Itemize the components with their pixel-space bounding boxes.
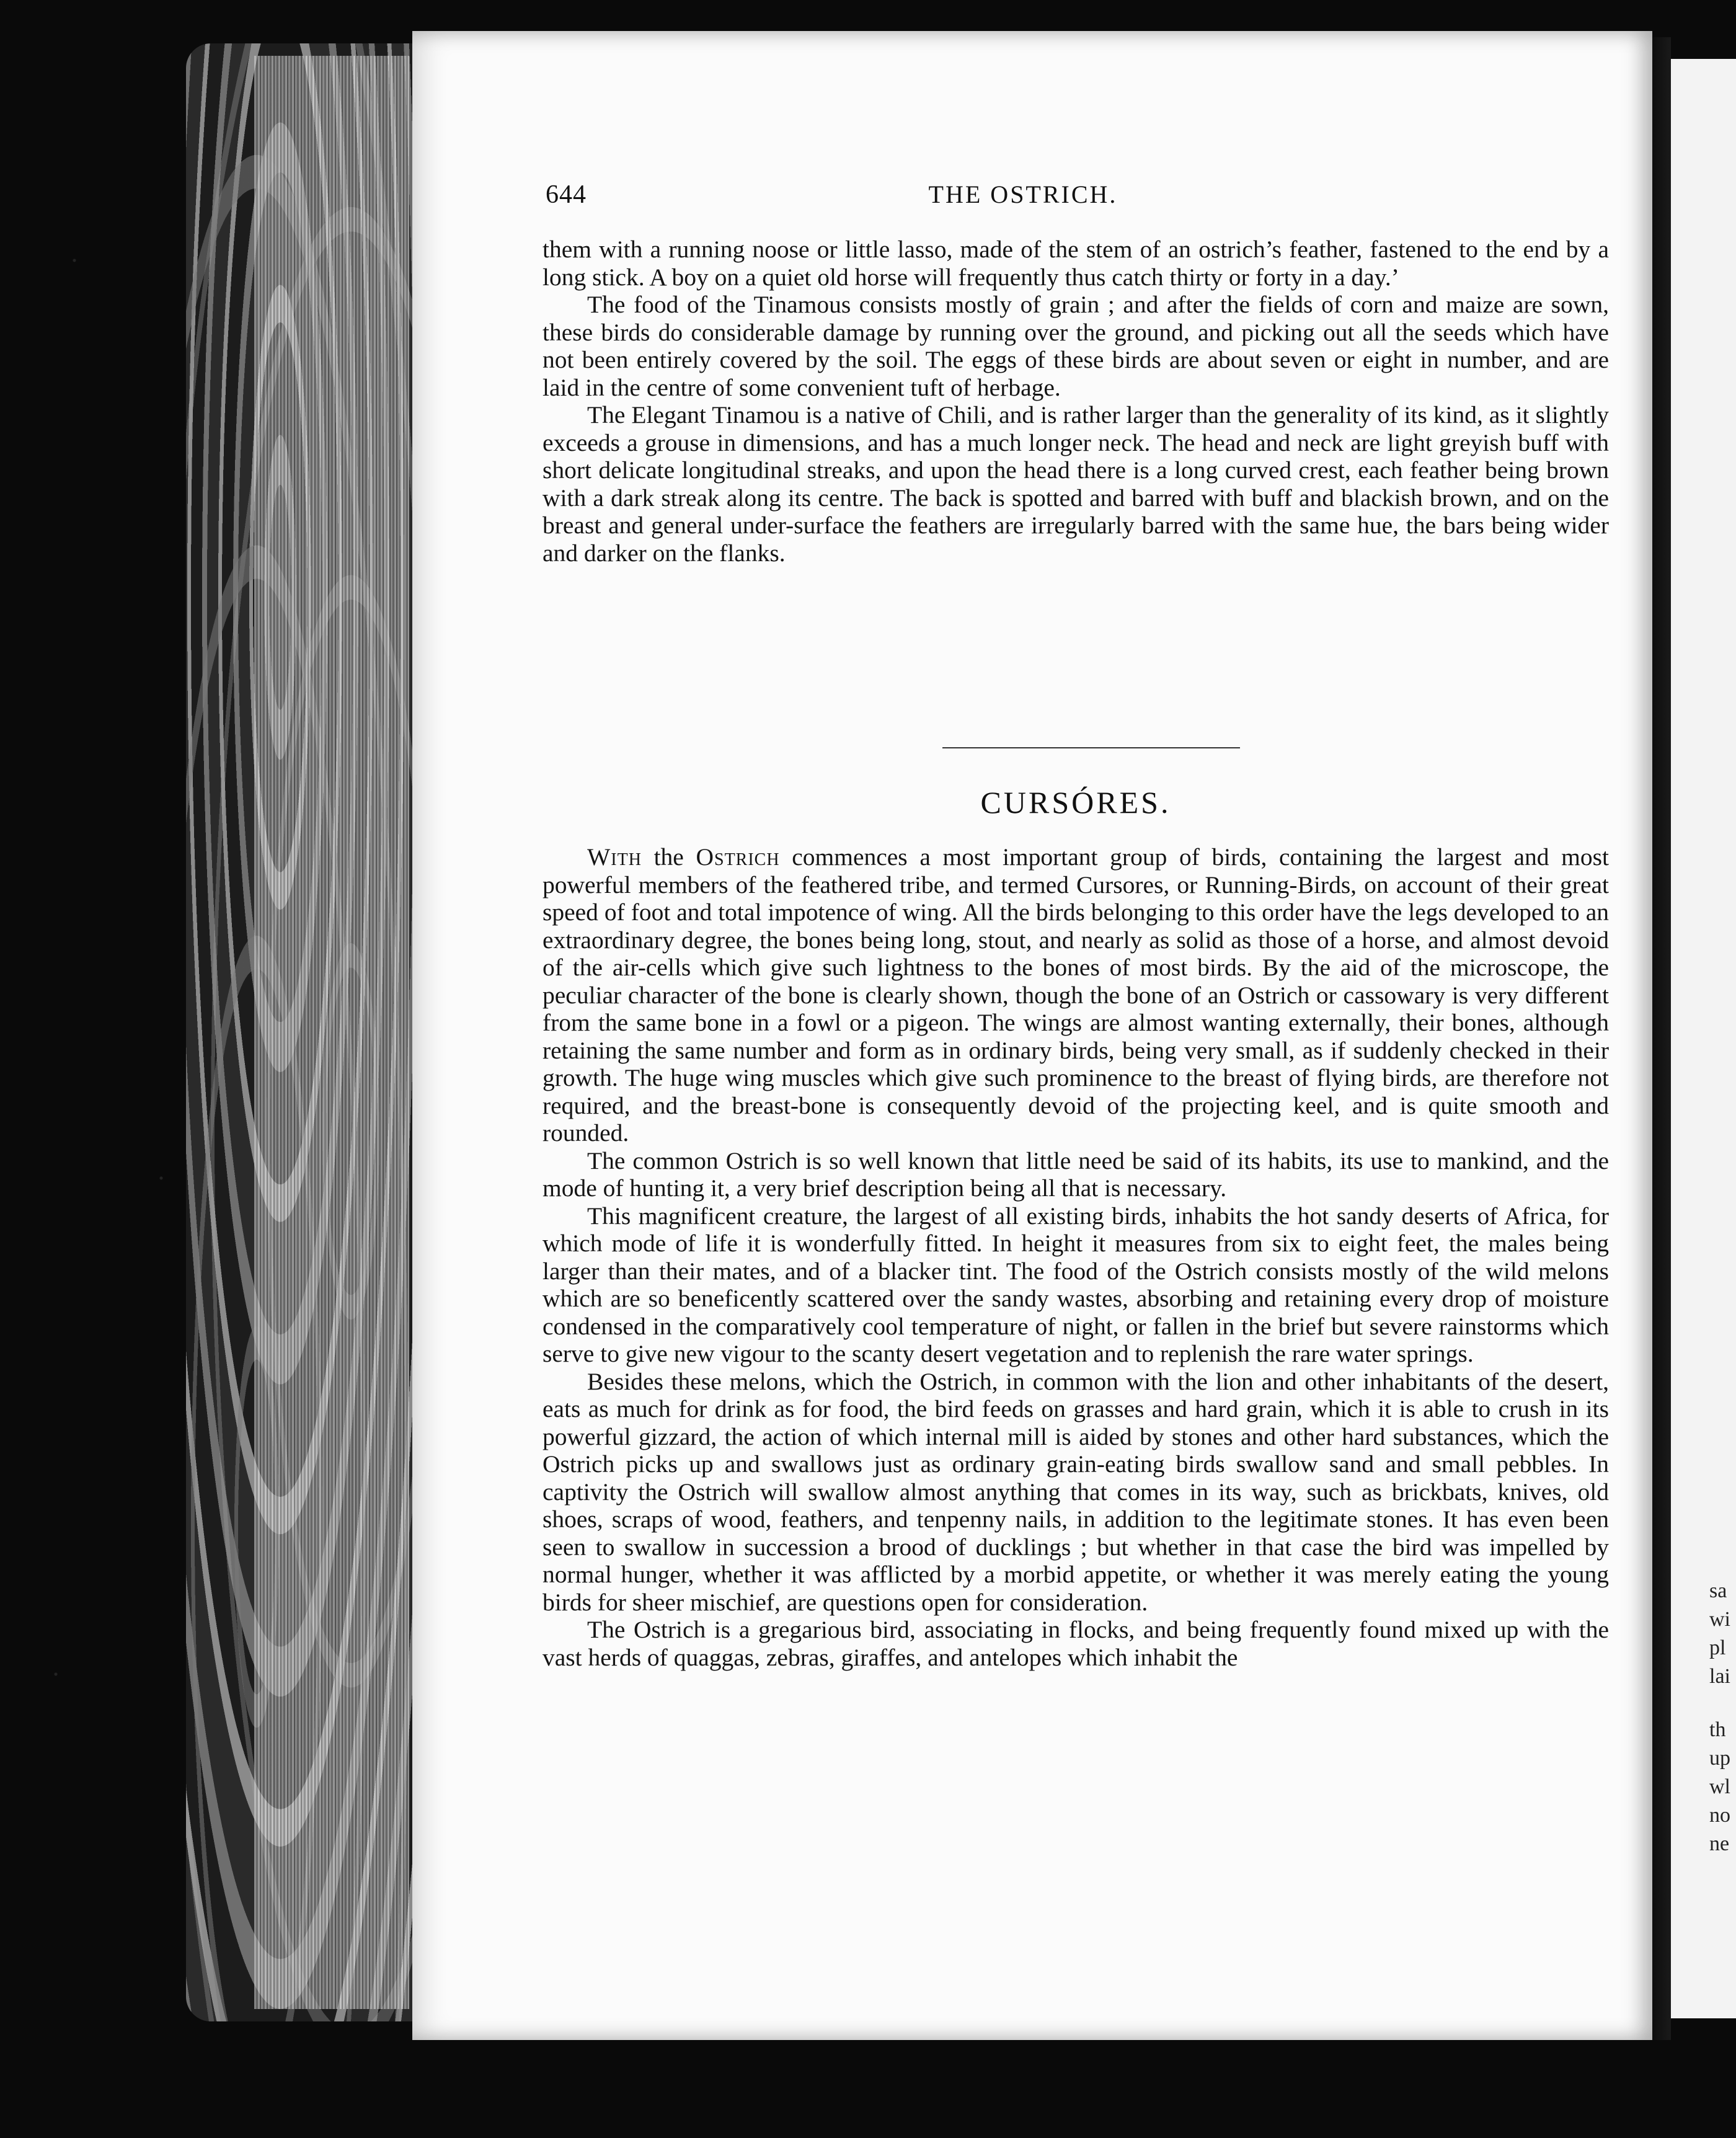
paragraph: The food of the Tinamous consists mostly of grain ; and after the fields of corn and maize are sown, these birds do considerable damage by running over the ground, and picking out all the seeds which have not been entirely covered by the soil. The eggs of these birds are about seven or eight in number, and are laid in the centre of some convenient tuft of herbage.	[542, 291, 1609, 401]
fragment: wi	[1709, 1608, 1730, 1631]
lead-word: Ostrich	[696, 843, 780, 871]
fragment: wl	[1709, 1775, 1730, 1798]
section-divider	[942, 747, 1240, 748]
paragraph: This magnificent creature, the largest of all existing birds, inhabits the hot sandy deserts of Africa, for which mode of life it is wonderfully fitted. In height it measures from six to eight feet, the males being larger than their mates, and of a blacker tint. The food of the Ostrich consists mostly of the wild melons which are so beneficently scattered over the sandy wastes, absorbing and retaining every drop of moisture condensed in the comparatively cool temperature of night, or fallen in the brief but severe rainstorms which serve to give new vigour to the scanty desert vegetation and to replenish the rare water springs.	[542, 1202, 1609, 1367]
paragraph: The Elegant Tinamou is a native of Chili, and is rather larger than the generality of its kind, as it slightly exceeds a grouse in dimensions, and has a much longer neck. The head and neck are light greyish buff with short delicate longitudinal streaks, and upon the head there is a long curved crest, each feather being brown with a dark streak along its centre. The back is spotted and barred with buff and blackish brown, and on the breast and general under-surface the feathers are irregularly barred with the same hue, the bars being wider and darker on the flanks.	[542, 401, 1609, 567]
page-gutter	[1652, 37, 1671, 2040]
section-heading: CURSÓRES.	[980, 785, 1171, 820]
paragraph: The Ostrich is a gregarious bird, associating in flocks, and being frequently found mixed up with the vast herds of quaggas, zebras, giraffes, and antelopes which inhabit the	[542, 1616, 1609, 1671]
next-page-edge	[1671, 59, 1736, 2018]
running-title: THE OSTRICH.	[928, 180, 1118, 208]
fragment: no	[1709, 1804, 1730, 1827]
fragment: up	[1709, 1747, 1730, 1770]
next-page-fragments	[1709, 1577, 1736, 1858]
page-header	[546, 180, 1612, 217]
page-number: 644	[546, 180, 587, 209]
lead-middle: the	[641, 843, 696, 871]
fragment: pl	[1709, 1636, 1726, 1659]
lead-word: With	[587, 843, 642, 871]
top-text-block	[542, 236, 1609, 567]
paragraph: them with a running noose or little lasso, made of the stem of an ostrich’s feather, fastened to the end by a long stick. A boy on a quiet old horse will frequently thus catch thirty or forty in a day.’	[542, 236, 1609, 291]
lead-rest: commences a most important group of birds, containing the largest and most powerful members of the feathered tribe, and termed Cursores, or Running-Birds, on account of their great speed of foot and total impotence of wing. All the birds belonging to this order have the legs developed to an extraordinary degree, the bones being long, stout, and nearly as solid as those of a horse, and almost devoid of the air-cells which give such lightness to the bones of most birds. By the aid of the microscope, the peculiar character of the bone is clearly shown, though the bone of an Ostrich or cassowary is very different from the same bone in a fowl or a pigeon. The wings are almost wanting externally, their bones, although retaining the same number and form as in ordinary birds, being very small, as if suddenly checked in their growth. The huge wing muscles which give such prominence to the breast of flying birds, are therefore not required, and the breast-bone is consequently devoid of the projecting keel, and is quite smooth and rounded.	[542, 843, 1609, 1147]
fragment: sa	[1709, 1579, 1727, 1602]
fragment: lai	[1709, 1665, 1730, 1688]
book-page	[412, 31, 1652, 2040]
fragment: ne	[1709, 1832, 1730, 1855]
lead-paragraph	[542, 843, 1609, 1147]
section-text-block	[542, 843, 1609, 1671]
page-stack-edges	[254, 56, 409, 2009]
paragraph: Besides these melons, which the Ostrich, in common with the lion and other inhabitants of the desert, eats as much for drink as for food, the bird feeds on grasses and hard grain, which it is able to crush in its powerful gizzard, the action of which internal mill is aided by stones and other hard substances, which the Ostrich picks up and swallows just as ordinary grain-eating birds swallow sand and small pebbles. In captivity the Ostrich will swallow almost anything that comes in its way, such as brickbats, knives, old shoes, scraps of wood, feathers, and tenpenny nails, in addition to the legitimate stones. It has even been seen to swallow in succession a brood of ducklings ; but whether in that case the bird was impelled by normal hunger, whether it was afflicted by a morbid appetite, or whether it was merely eating the young birds for sheer mischief, are questions open for consideration.	[542, 1367, 1609, 1616]
fragment: th	[1709, 1718, 1726, 1741]
paragraph: The common Ostrich is so well known that little need be said of its habits, its use to mankind, and the mode of hunting it, a very brief description being all that is necessary.	[542, 1147, 1609, 1202]
